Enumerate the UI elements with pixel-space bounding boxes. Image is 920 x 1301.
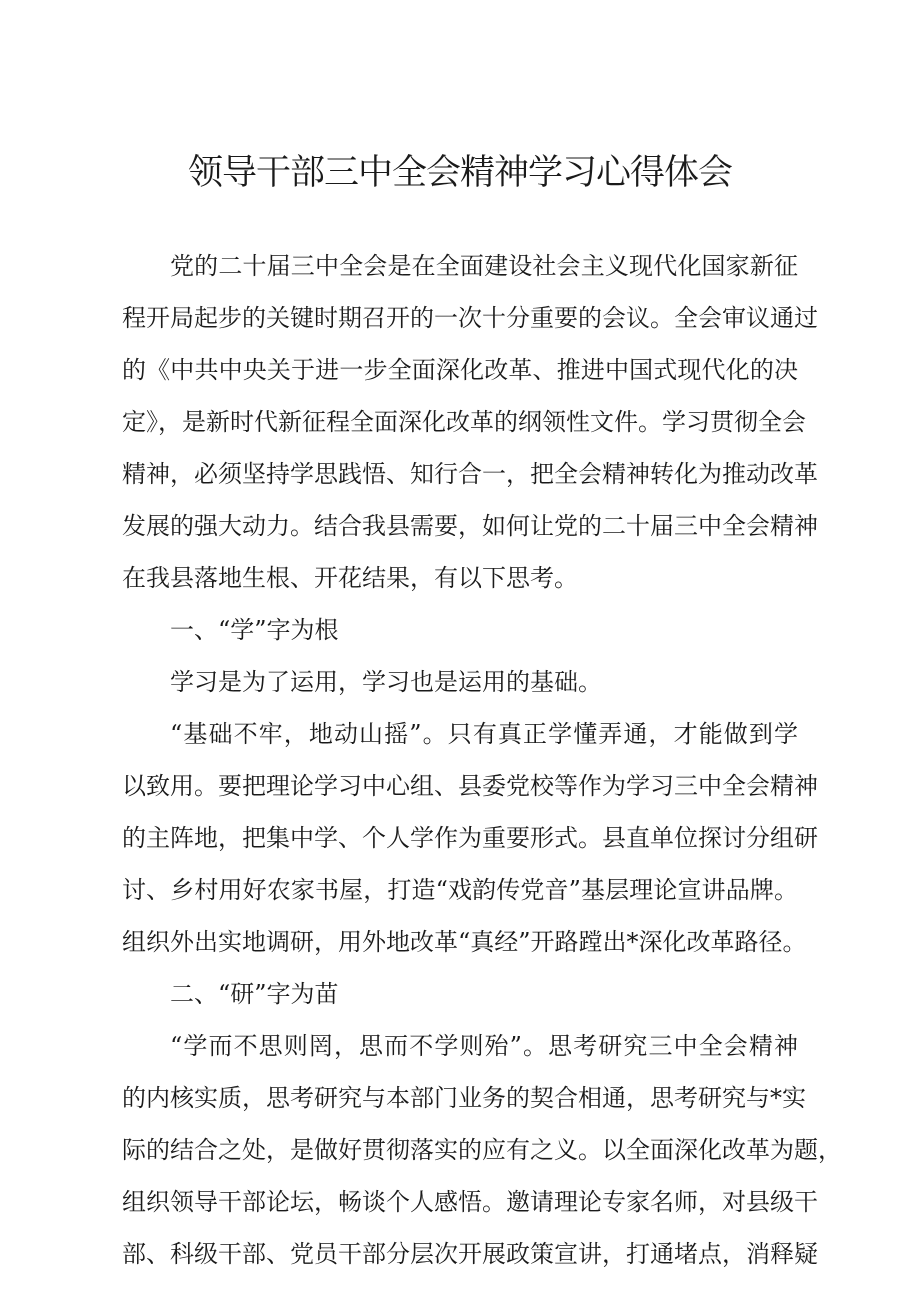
text-line-content: 党的二十届三中全会是在全面建设社会主义现代化国家新征	[170, 252, 798, 280]
text-line	[122, 708, 798, 760]
text-line-content: 部、科级干部、党员干部分层次开展政策宣讲，打通堵点，消释疑	[122, 1240, 818, 1268]
text-line-content: 组织领导干部论坛，畅谈个人感悟。邀请理论专家名师，对县级干	[122, 1188, 818, 1216]
text-line-content: 以致用。要把理论学习中心组、县委党校等作为学习三中全会精神	[122, 772, 818, 800]
text-line	[122, 396, 806, 448]
text-line	[122, 812, 818, 864]
document-body	[122, 240, 842, 1280]
text-line	[122, 656, 798, 708]
text-line	[122, 760, 818, 812]
text-line	[122, 500, 818, 552]
text-line-content: 定》，是新时代新征程全面深化改革的纲领性文件。学习贯彻全会	[122, 408, 806, 436]
text-line	[122, 604, 798, 656]
text-line-content: 发展的强大动力。结合我县需要，如何让党的二十届三中全会精神	[122, 512, 818, 540]
text-line-content: 学习是为了运用，学习也是运用的基础。	[170, 668, 602, 696]
text-line	[122, 1124, 842, 1176]
text-line-content: 的《中共中央关于进一步全面深化改革、推进中国式现代化的决	[122, 356, 798, 384]
text-line-content: 程开局起步的关键时期召开的一次十分重要的会议。全会审议通过	[122, 304, 818, 332]
text-line	[122, 1020, 798, 1072]
document-title: 领导干部三中全会精神学习心得体会	[187, 153, 732, 193]
text-line-content: 际的结合之处，是做好贯彻落实的应有之义。以全面深化改革为题，	[122, 1136, 842, 1164]
text-line	[122, 1072, 806, 1124]
text-line	[122, 552, 798, 604]
text-line	[122, 240, 798, 292]
text-line	[122, 864, 798, 916]
text-line-content: 组织外出实地调研，用外地改革“真经”开路蹚出*深化改革路径。	[122, 928, 807, 956]
text-line-content: “基础不牢，地动山摇”。只有真正学懂弄通，才能做到学	[170, 720, 798, 748]
text-line-content: 一、“学”字为根	[170, 616, 339, 644]
text-line	[122, 968, 798, 1020]
text-line-content: “学而不思则罔，思而不学则殆”。思考研究三中全会精神	[170, 1032, 798, 1060]
text-line-content: 的主阵地，把集中学、个人学作为重要形式。县直单位探讨分组研	[122, 824, 818, 852]
text-line	[122, 448, 818, 500]
text-line-content: 讨、乡村用好农家书屋，打造“戏韵传党音”基层理论宣讲品牌。	[122, 876, 798, 904]
text-line-content: 的内核实质，思考研究与本部门业务的契合相通，思考研究与*实	[122, 1084, 806, 1112]
text-line	[122, 916, 807, 968]
text-line-content: 精神，必须坚持学思践悟、知行合一，把全会精神转化为推动改革	[122, 460, 818, 488]
text-line-content: 在我县落地生根、开花结果，有以下思考。	[122, 564, 578, 592]
text-line	[122, 1176, 818, 1228]
text-line	[122, 292, 818, 344]
text-line-content: 二、“研”字为苗	[170, 980, 339, 1008]
text-line	[122, 1228, 818, 1280]
text-line	[122, 344, 798, 396]
